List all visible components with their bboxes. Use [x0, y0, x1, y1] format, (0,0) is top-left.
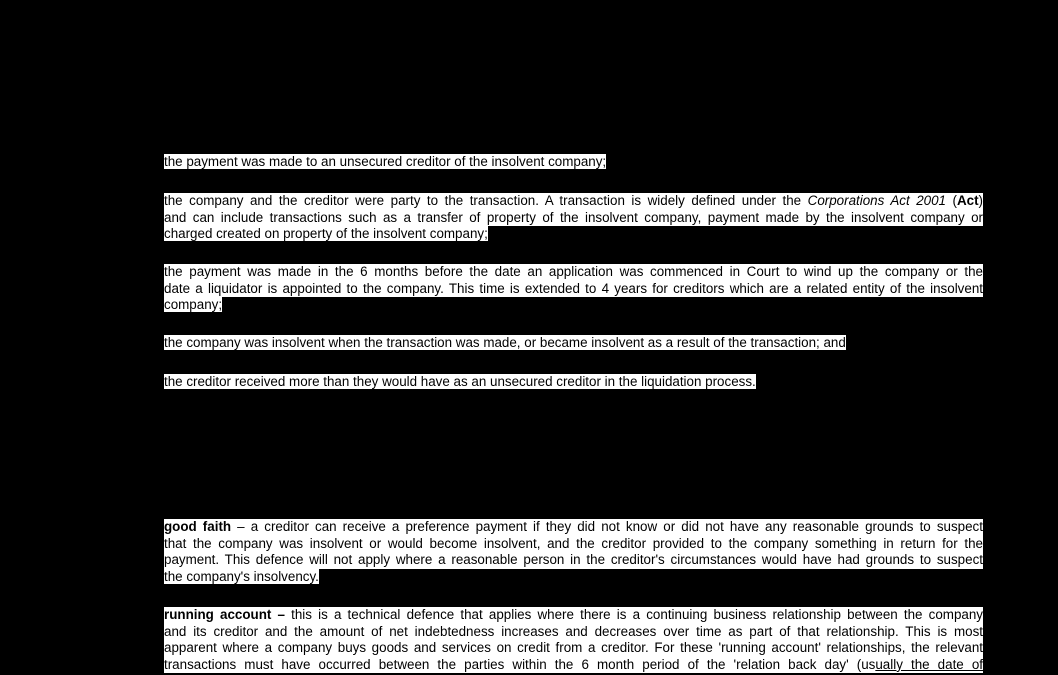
highlighted-text: and its creditor and the amount of net indebtedness increases and decreases over time as part of that relationship. This is most	[164, 623, 983, 639]
condition-paragraph-3	[164, 264, 983, 314]
highlighted-text: apparent where a company buys goods and services on credit from a creditor. For these 'running account' relationships, the relevant	[164, 640, 983, 656]
text-line	[164, 519, 983, 536]
text-line	[164, 297, 983, 314]
condition-paragraph-5	[164, 374, 983, 391]
text-run: (	[945, 193, 957, 208]
highlighted-text: company;	[164, 297, 223, 313]
condition-paragraph-2	[164, 193, 983, 243]
highlighted-text	[164, 657, 983, 674]
highlighted-text: the creditor received more than they would have as an unsecured creditor in the liquidation process.	[164, 374, 756, 389]
text-run: ually the date of	[875, 656, 983, 672]
defence-paragraph-running-account	[164, 607, 983, 673]
highlighted-text: charged created on property of the insolvent company;	[164, 226, 488, 242]
text-run: )	[978, 193, 983, 208]
bold-term: running account –	[164, 607, 285, 622]
text-line	[164, 210, 983, 227]
highlighted-text: the company was insolvent when the transaction was made, or became insolvent as a result of the transaction; and	[164, 335, 846, 350]
text-line	[164, 657, 983, 674]
condition-paragraph-1	[164, 154, 983, 171]
condition-paragraph-4	[164, 335, 983, 352]
highlighted-text: the payment was made to an unsecured creditor of the insolvent company;	[164, 154, 607, 169]
bold-term: good faith	[164, 519, 232, 534]
text-run: – a creditor can receive a preference payment if they did not know or did not have any reasonable grounds to suspect	[231, 519, 983, 534]
highlighted-text	[164, 607, 983, 624]
highlighted-text: date a liquidator is appointed to the company. This time is extended to 4 years for creditors which are a related entity of the insolvent	[164, 280, 983, 296]
text-line	[164, 226, 983, 243]
text-line	[164, 374, 983, 391]
highlighted-text: the company's insolvency.	[164, 568, 319, 584]
text-line	[164, 624, 983, 641]
text-line	[164, 264, 983, 281]
text-run: this is a technical defence that applies where there is a continuing business relationship between the company	[284, 607, 984, 622]
highlighted-text: payment. This defence will not apply where a reasonable person in the creditor's circumstances would have had grounds to suspect	[164, 552, 983, 568]
highlighted-text	[164, 519, 983, 536]
text-line	[164, 552, 983, 569]
text-line	[164, 154, 983, 171]
text-line	[164, 193, 983, 210]
text-line	[164, 281, 983, 298]
text-line	[164, 607, 983, 624]
text-run: transactions must have occurred between the parties within the 6 month period of the 'relation back day' (us	[164, 656, 876, 672]
italic-term: Corporations Act 2001	[807, 193, 946, 208]
highlighted-text	[164, 193, 983, 210]
highlighted-text: that the company was insolvent or would become insolvent, and the creditor provided to the company something in return for the	[164, 535, 983, 551]
defence-paragraph-good-faith	[164, 519, 983, 585]
text-line	[164, 536, 983, 553]
bold-term: Act	[956, 193, 979, 208]
text-line	[164, 335, 983, 352]
text-line	[164, 569, 983, 586]
highlighted-text: the payment was made in the 6 months before the date an application was commenced in Court to wind up the company or the	[164, 264, 983, 279]
highlighted-text: and can include transactions such as a transfer of property of the insolvent company, payment made by the insolvent company or	[164, 209, 983, 225]
text-line	[164, 640, 983, 657]
text-run: the company and the creditor were party to the transaction. A transaction is widely defined under the	[164, 193, 808, 208]
